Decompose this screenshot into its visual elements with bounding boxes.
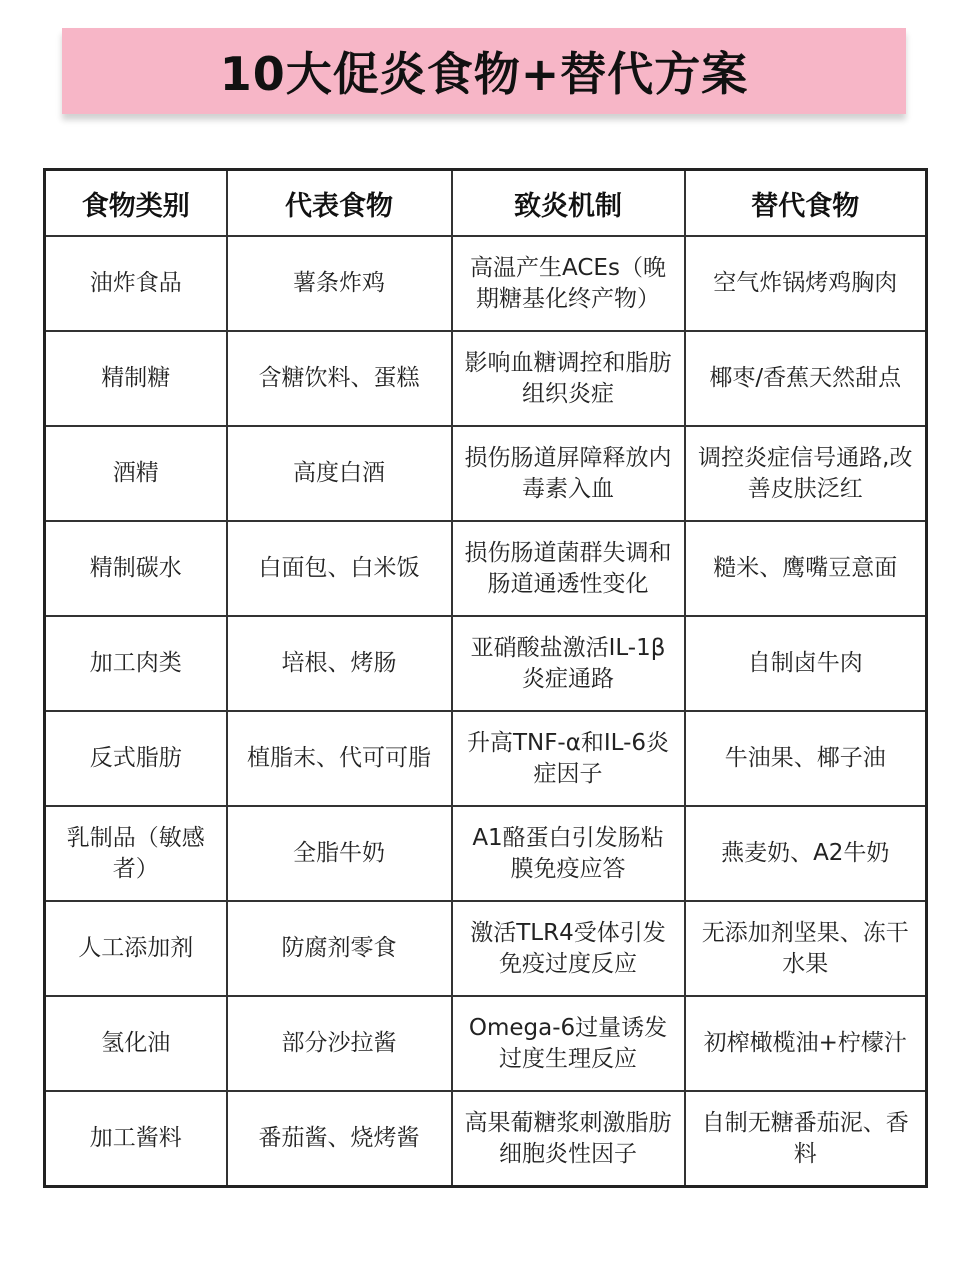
header-representative-food: 代表食物 [227,170,452,237]
cell-food: 白面包、白米饭 [227,521,452,616]
title-banner [62,28,906,114]
table-row [45,426,927,521]
cell-food: 植脂末、代可可脂 [227,711,452,806]
table-row [45,331,927,426]
cell-mechanism: 影响血糖调控和脂肪组织炎症 [452,331,685,426]
cell-category: 油炸食品 [45,236,227,331]
cell-category: 氢化油 [45,996,227,1091]
cell-category: 加工酱料 [45,1091,227,1187]
cell-category: 精制糖 [45,331,227,426]
cell-mechanism: Omega-6过量诱发过度生理反应 [452,996,685,1091]
cell-alternative: 糙米、鹰嘴豆意面 [685,521,927,616]
cell-category: 人工添加剂 [45,901,227,996]
cell-mechanism: 损伤肠道屏障释放内毒素入血 [452,426,685,521]
table-row [45,236,927,331]
cell-food: 防腐剂零食 [227,901,452,996]
cell-mechanism: 升高TNF-α和IL-6炎症因子 [452,711,685,806]
cell-mechanism: 高温产生ACEs（晚期糖基化终产物） [452,236,685,331]
cell-mechanism: 高果葡糖浆刺激脂肪细胞炎性因子 [452,1091,685,1187]
cell-alternative: 燕麦奶、A2牛奶 [685,806,927,901]
cell-alternative: 初榨橄榄油+柠檬汁 [685,996,927,1091]
table-row [45,901,927,996]
cell-food: 含糖饮料、蛋糕 [227,331,452,426]
table-row [45,1091,927,1187]
cell-mechanism: 激活TLR4受体引发免疫过度反应 [452,901,685,996]
cell-alternative: 椰枣/香蕉天然甜点 [685,331,927,426]
cell-alternative: 调控炎症信号通路,改善皮肤泛红 [685,426,927,521]
header-alternative-food: 替代食物 [685,170,927,237]
cell-food: 培根、烤肠 [227,616,452,711]
page-title: 10大促炎食物+替代方案 [219,47,749,101]
cell-alternative: 无添加剂坚果、冻干水果 [685,901,927,996]
cell-category: 乳制品（敏感者） [45,806,227,901]
cell-food: 高度白酒 [227,426,452,521]
table-row [45,806,927,901]
cell-alternative: 自制卤牛肉 [685,616,927,711]
cell-category: 反式脂肪 [45,711,227,806]
cell-category: 酒精 [45,426,227,521]
cell-food: 番茄酱、烧烤酱 [227,1091,452,1187]
cell-food: 薯条炸鸡 [227,236,452,331]
cell-category: 精制碳水 [45,521,227,616]
cell-alternative: 空气炸锅烤鸡胸肉 [685,236,927,331]
table-row [45,996,927,1091]
table-row [45,616,927,711]
header-inflammation-mechanism: 致炎机制 [452,170,685,237]
food-table [43,168,928,1188]
cell-food: 全脂牛奶 [227,806,452,901]
cell-mechanism: 亚硝酸盐激活IL-1β炎症通路 [452,616,685,711]
header-row [45,170,927,237]
cell-category: 加工肉类 [45,616,227,711]
cell-alternative: 自制无糖番茄泥、香料 [685,1091,927,1187]
cell-food: 部分沙拉酱 [227,996,452,1091]
table-row [45,521,927,616]
cell-mechanism: A1酪蛋白引发肠粘膜免疫应答 [452,806,685,901]
header-food-category: 食物类别 [45,170,227,237]
cell-alternative: 牛油果、椰子油 [685,711,927,806]
table-row [45,711,927,806]
cell-mechanism: 损伤肠道菌群失调和肠道通透性变化 [452,521,685,616]
